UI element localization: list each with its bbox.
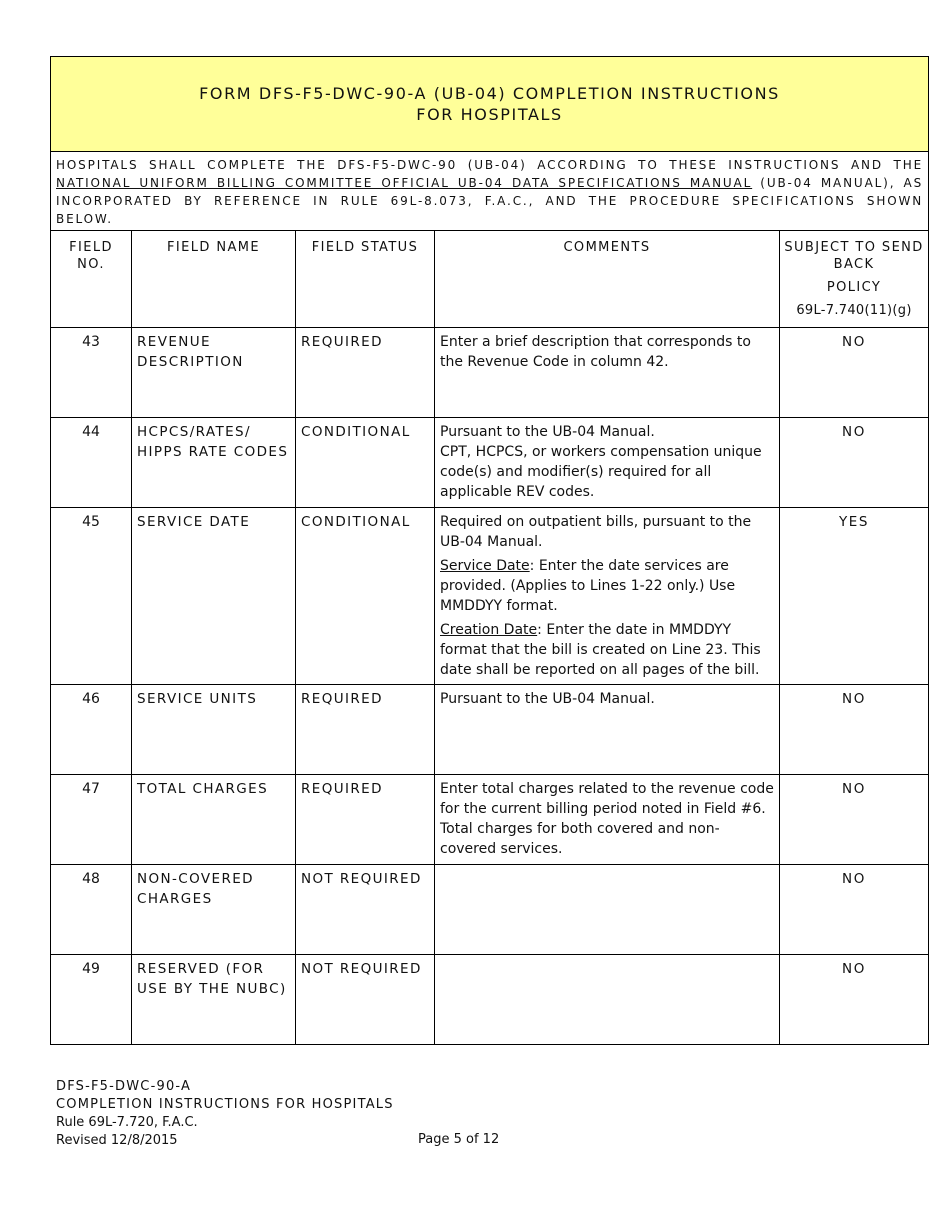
page-number: Page 5 of 12	[418, 1132, 500, 1147]
ub04-manual-reference: NATIONAL UNIFORM BILLING COMMITTEE OFFICIAL UB-04 DATA SPECIFICATIONS MANUAL	[56, 176, 753, 190]
intro-text-part1: HOSPITALS SHALL COMPLETE THE DFS-F5-DWC-90 (UB-04) ACCORDING TO THESE INSTRUCTIONS AND THE	[56, 158, 924, 172]
table-row	[51, 685, 929, 775]
header-field-no: FIELD NO.	[51, 231, 132, 328]
header-field-status: FIELD STATUS	[296, 231, 435, 328]
send-back-value: NO	[780, 865, 929, 955]
instructions-table	[50, 56, 929, 1045]
field-comments	[435, 418, 780, 508]
header-field-name: FIELD NAME	[132, 231, 296, 328]
comment-paragraph: Required on outpatient bills, pursuant to the UB-04 Manual.	[440, 514, 752, 550]
table-row	[51, 775, 929, 865]
send-back-value: YES	[780, 508, 929, 685]
field-comments: Pursuant to the UB-04 Manual.	[435, 685, 780, 775]
field-status: CONDITIONAL	[296, 418, 435, 508]
form-title	[51, 57, 929, 152]
send-back-value: NO	[780, 685, 929, 775]
intro-paragraph	[51, 152, 929, 231]
field-status: REQUIRED	[296, 328, 435, 418]
creation-date-text: : Enter the date in MMDDYY format that the bill is created on Line 23. This date shall be reported on all pages of the bill.	[440, 622, 761, 678]
field-comments: Enter a brief description that corresponds to the Revenue Code in column 42.	[435, 328, 780, 418]
table-row	[51, 328, 929, 418]
intro-text-part2: (UB-04 MANUAL), AS INCORPORATED BY REFERENCE IN RULE 69L-8.073, F.A.C., AND THE PROCEDURE SPECIFICATIONS SHOWN BELOW.	[56, 176, 924, 226]
header-comments: COMMENTS	[435, 231, 780, 328]
header-send-back-rule: 69L-7.740(11)(g)	[796, 303, 912, 318]
table-row	[51, 508, 929, 685]
footer-revised-date: Revised 12/8/2015	[56, 1133, 178, 1148]
field-comments	[435, 508, 780, 685]
table-row	[51, 865, 929, 955]
service-date-paragraph	[440, 556, 774, 616]
field-name: RESERVED (FOR USE BY THE NUBC)	[132, 955, 296, 1045]
field-comments	[435, 865, 780, 955]
field-number: 49	[51, 955, 132, 1045]
field-number: 48	[51, 865, 132, 955]
field-status: CONDITIONAL	[296, 508, 435, 685]
creation-date-paragraph	[440, 620, 774, 680]
field-number: 47	[51, 775, 132, 865]
send-back-value: NO	[780, 955, 929, 1045]
field-name: NON-COVERED CHARGES	[132, 865, 296, 955]
footer-form-title: COMPLETION INSTRUCTIONS FOR HOSPITALS	[56, 1097, 394, 1112]
field-comments: Enter total charges related to the revenue code for the current billing period noted in Field #6. Total charges for both covered and non-covered services.	[435, 775, 780, 865]
field-status: NOT REQUIRED	[296, 865, 435, 955]
field-name: SERVICE DATE	[132, 508, 296, 685]
field-status: REQUIRED	[296, 685, 435, 775]
header-send-back-policy	[780, 231, 929, 328]
send-back-value: NO	[780, 418, 929, 508]
field-number: 46	[51, 685, 132, 775]
table-row	[51, 418, 929, 508]
field-name: HCPCS/RATES/ HIPPS RATE CODES	[132, 418, 296, 508]
send-back-value: NO	[780, 775, 929, 865]
field-name: SERVICE UNITS	[132, 685, 296, 775]
field-name: TOTAL CHARGES	[132, 775, 296, 865]
field-status: REQUIRED	[296, 775, 435, 865]
field-name: REVENUE DESCRIPTION	[132, 328, 296, 418]
page-footer	[56, 1078, 394, 1150]
creation-date-label: Creation Date	[440, 622, 538, 638]
header-send-back-line2: POLICY	[826, 280, 882, 295]
column-header-row	[51, 231, 929, 328]
form-title-line1: FORM DFS-F5-DWC-90-A (UB-04) COMPLETION INSTRUCTIONS	[199, 84, 780, 103]
form-title-line2: FOR HOSPITALS	[416, 105, 563, 124]
header-send-back-line1: SUBJECT TO SEND BACK	[784, 240, 924, 272]
service-date-label: Service Date	[440, 558, 530, 574]
comment-line: Pursuant to the UB-04 Manual.	[440, 424, 655, 440]
field-status: NOT REQUIRED	[296, 955, 435, 1045]
footer-rule: Rule 69L-7.720, F.A.C.	[56, 1115, 198, 1130]
comment-line: CPT, HCPCS, or workers compensation unique code(s) and modifier(s) required for all applicable REV codes.	[440, 444, 762, 500]
service-date-text: : Enter the date services are provided. (Applies to Lines 1-22 only.) Use MMDDYY format.	[440, 558, 736, 614]
field-comments	[435, 955, 780, 1045]
table-row	[51, 955, 929, 1045]
send-back-value: NO	[780, 328, 929, 418]
field-number: 45	[51, 508, 132, 685]
footer-form-id: DFS-F5-DWC-90-A	[56, 1079, 192, 1094]
field-number: 44	[51, 418, 132, 508]
field-number: 43	[51, 328, 132, 418]
